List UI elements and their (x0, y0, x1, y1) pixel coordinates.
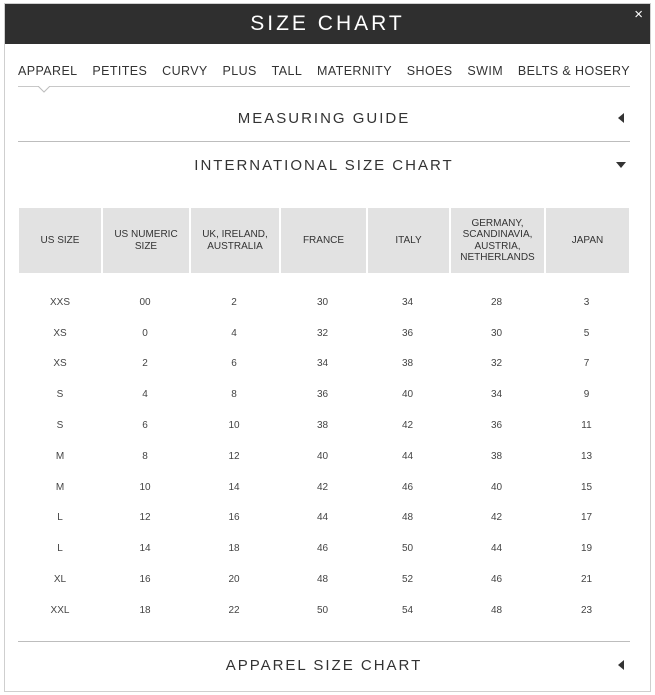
apparel-size-chart-header[interactable] (18, 645, 630, 685)
cell-france-size: 48 (316, 574, 329, 586)
table-row (19, 472, 629, 503)
cell-us-numeric-size: 14 (139, 543, 151, 555)
cell-us-numeric-size: 0 (142, 327, 148, 339)
cell-italy-size: 54 (401, 604, 414, 616)
measuring-guide-header[interactable] (18, 98, 630, 138)
cell-germany-size: 34 (490, 389, 503, 401)
cell-italy-size: 52 (401, 574, 414, 586)
cell-uk-size: 22 (228, 604, 240, 616)
header-germany-scandinavia-austria-netherlands: GERMANY, SCANDINAVIA, AUSTRIA, NETHERLANDS (449, 208, 544, 273)
table-row (19, 410, 629, 441)
measuring-guide-title: MEASURING GUIDE (237, 109, 411, 127)
table-header-row (19, 208, 629, 273)
cell-france-size: 46 (316, 543, 329, 555)
international-size-chart-title: INTERNATIONAL SIZE CHART (194, 156, 454, 174)
cell-japan-size: 15 (580, 481, 593, 493)
table-row (19, 533, 629, 564)
cell-japan-size: 7 (583, 358, 590, 370)
cell-us-size: S (56, 389, 64, 401)
cell-uk-size: 16 (228, 512, 240, 524)
cell-italy-size: 38 (401, 358, 414, 370)
tab-plus[interactable]: PLUS (222, 64, 257, 78)
cell-us-size: XS (53, 327, 67, 339)
active-tab-pointer-icon (38, 86, 50, 93)
cell-us-size: XS (53, 358, 67, 370)
modal-title: SIZE CHART (250, 12, 405, 35)
tab-shoes[interactable]: SHOES (406, 64, 453, 78)
table-row (19, 349, 629, 380)
tab-tall[interactable]: TALL (271, 64, 303, 78)
table-body (19, 273, 629, 626)
cell-italy-size: 50 (401, 543, 414, 555)
collapsed-arrow-icon[interactable] (616, 660, 626, 670)
tab-swim[interactable]: SWIM (467, 64, 504, 78)
cell-uk-size: 4 (231, 327, 237, 339)
cell-italy-size: 46 (401, 481, 414, 493)
international-size-table (19, 208, 629, 626)
cell-us-numeric-size: 2 (142, 358, 148, 370)
cell-us-numeric-size: 8 (142, 450, 148, 462)
cell-germany-size: 32 (490, 358, 503, 370)
cell-us-size: XL (53, 574, 67, 586)
cell-us-numeric-size: 12 (139, 512, 151, 524)
apparel-size-chart-title: APPAREL SIZE CHART (225, 656, 423, 674)
cell-france-size: 50 (316, 604, 329, 616)
cell-germany-size: 46 (490, 574, 503, 586)
cell-uk-size: 8 (231, 389, 237, 401)
cell-germany-size: 30 (490, 327, 503, 339)
cell-uk-size: 14 (228, 481, 240, 493)
cell-france-size: 40 (316, 450, 329, 462)
cell-us-size: M (55, 450, 65, 462)
cell-france-size: 38 (316, 420, 329, 432)
table-row (19, 503, 629, 534)
cell-uk-size: 10 (228, 420, 240, 432)
cell-us-size: XXS (49, 296, 70, 308)
cell-france-size: 36 (316, 389, 329, 401)
cell-italy-size: 40 (401, 389, 414, 401)
cell-italy-size: 42 (401, 420, 414, 432)
table-row (19, 595, 629, 626)
cell-uk-size: 6 (231, 358, 237, 370)
cell-germany-size: 28 (490, 296, 503, 308)
close-icon[interactable]: × (634, 6, 643, 23)
cell-us-numeric-size: 6 (142, 420, 148, 432)
cell-us-numeric-size: 00 (139, 296, 151, 308)
cell-us-numeric-size: 18 (139, 604, 151, 616)
tab-apparel[interactable]: APPAREL (18, 64, 78, 78)
expanded-arrow-icon[interactable] (616, 160, 626, 170)
table-row (19, 379, 629, 410)
cell-japan-size: 21 (580, 574, 593, 586)
cell-japan-size: 23 (580, 604, 593, 616)
table-row (19, 564, 629, 595)
cell-japan-size: 19 (580, 543, 593, 555)
header-italy: ITALY (366, 208, 449, 273)
cell-us-size: L (57, 543, 63, 555)
tabs-divider (18, 86, 630, 87)
cell-uk-size: 18 (228, 543, 240, 555)
header-japan: JAPAN (544, 208, 629, 273)
section-divider (18, 641, 630, 642)
cell-germany-size: 38 (490, 450, 503, 462)
table-row (19, 273, 629, 318)
header-france: FRANCE (279, 208, 366, 273)
header-us-size: US SIZE (19, 208, 101, 273)
cell-italy-size: 36 (401, 327, 414, 339)
cell-japan-size: 13 (580, 450, 593, 462)
cell-japan-size: 9 (583, 389, 590, 401)
cell-germany-size: 40 (490, 481, 503, 493)
tab-belts-hosery[interactable]: BELTS & HOSERY (517, 64, 630, 78)
cell-france-size: 30 (316, 296, 329, 308)
cell-japan-size: 5 (583, 327, 590, 339)
cell-us-size: S (56, 420, 64, 432)
cell-france-size: 32 (316, 327, 329, 339)
collapsed-arrow-icon[interactable] (616, 113, 626, 123)
cell-italy-size: 48 (401, 512, 414, 524)
international-size-chart-header[interactable] (18, 145, 630, 185)
cell-us-numeric-size: 10 (139, 481, 151, 493)
cell-germany-size: 44 (490, 543, 503, 555)
category-tabs (18, 62, 630, 80)
cell-germany-size: 48 (490, 604, 503, 616)
table-row (19, 318, 629, 349)
tab-maternity[interactable]: MATERNITY (317, 64, 392, 78)
cell-uk-size: 2 (231, 296, 237, 308)
cell-france-size: 44 (316, 512, 329, 524)
header-us-numeric-size: US NUMERIC SIZE (101, 208, 189, 273)
cell-france-size: 34 (316, 358, 329, 370)
tab-curvy[interactable]: CURVY (162, 64, 208, 78)
cell-germany-size: 42 (490, 512, 503, 524)
cell-us-numeric-size: 4 (142, 389, 148, 401)
cell-italy-size: 44 (401, 450, 414, 462)
cell-us-numeric-size: 16 (139, 574, 151, 586)
cell-uk-size: 20 (228, 574, 240, 586)
cell-japan-size: 11 (581, 420, 592, 432)
cell-us-size: M (55, 481, 65, 493)
section-divider (18, 141, 630, 142)
cell-france-size: 42 (316, 481, 329, 493)
cell-us-size: XXL (50, 604, 70, 616)
cell-uk-size: 12 (228, 450, 240, 462)
cell-japan-size: 17 (580, 512, 593, 524)
table-row (19, 441, 629, 472)
cell-germany-size: 36 (490, 420, 503, 432)
cell-us-size: L (57, 512, 63, 524)
tab-petites[interactable]: PETITES (92, 64, 148, 78)
cell-japan-size: 3 (583, 296, 590, 308)
modal-header (5, 4, 650, 44)
header-uk-ireland-australia: UK, IRELAND, AUSTRALIA (189, 208, 279, 273)
cell-italy-size: 34 (401, 296, 414, 308)
